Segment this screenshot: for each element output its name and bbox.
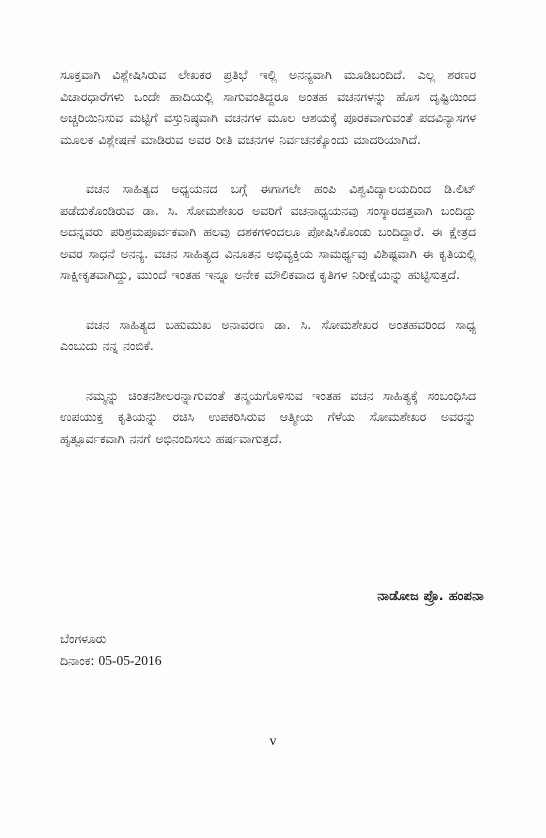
paragraph-1: ಸೂಕ್ತವಾಗಿ ವಿಶ್ಲೇಷಿಸಿರುವ ಲೇಖಕರ ಪ್ರತಿಭೆ ಇಲ್ಲಿ ಅನನ್ಯವಾಗಿ ಮೂಡಿಬಂದಿದೆ. ಎಲ್ಲ ಶರಣರ ವಿಚಾರಧಾರೆಗಳು ಒಂದೇ ಹಾದಿಯಲ್ಲಿ ಸಾಗುವಂತಿದ್ದರೂ ಅಂತಹ ವಚನಗಳನ್ನು ಹೊಸ ದೃಷ್ಟಿಯಿಂದ ಅಚ್ಚರಿಯಿನಿಸುವ ಮಟ್ಟಿಗೆ ವಸ್ತುನಿಷ್ಠವಾಗಿ ವಚನಗಳ ಮೂಲ ಆಶಯಕ್ಕೆ ಪೂರಕವಾಗುವಂತೆ ಪದವಿನ್ಯಾಸಗಳ ಮೂಲಕ ವಿಶ್ಲೇಷಣೆ ಮಾಡಿರುವ ಅವರ ರೀತಿ ವಚನಗಳ ನಿರ್ವಚನಕ್ಕೊಂದು ಮಾದರಿಯಾಗಿದೆ. bbox=[60, 67, 476, 147]
date-line bbox=[60, 650, 162, 672]
paragraph-3: ವಚನ ಸಾಹಿತ್ಯದ ಬಹುಮುಖ ಅನಾವರಣ ಡಾ. ಸಿ. ಸೋಮಶೇಖರ ಅಂತಹವರಿಂದ ಸಾಧ್ಯ ಎಂಬುದು ನನ್ನ ನಂಬಿಕೆ. bbox=[60, 316, 476, 353]
signature-name: ನಾಡೋಜ ಪ್ರೊ. ಹಂಪನಾ bbox=[377, 589, 484, 604]
date-label: ದಿನಾಂಕ: bbox=[60, 653, 95, 668]
paragraph-2: ವಚನ ಸಾಹಿತ್ಯದ ಅಧ್ಯಯನದ ಬಗ್ಗೆ ಈಗಾಗಲೇ ಹಂಪಿ ವಿಶ್ವವಿದ್ಯಾಲಯದಿಂದ ಡಿ.ಲಿಟ್ ಪಡೆದುಕೊಂಡಿರುವ ಡಾ. ಸಿ. ಸೋಮಶೇಖರ ಅವರಿಗೆ ವಚನಾಧ್ಯಯನವು ಸಂಸ್ಕಾರದತ್ತವಾಗಿ ಬಂದಿದ್ದು ಅದನ್ನವರು ಪರಿಶ್ರಮಪೂರ್ವಕವಾಗಿ ಹಲವು ದಶಕಗಳಿಂದಲೂ ಪೋಷಿಸಿಕೊಂಡು ಬಂದಿದ್ದಾರೆ. ಈ ಕ್ಷೇತ್ರದ ಅವರ ಸಾಧನೆ ಅನನ್ಯ. ವಚನ ಸಾಹಿತ್ಯದ ವಿನೂತನ ಅಭಿವ್ಯಕ್ತಿಯ ಸಾಮರ್ಥ್ಯವು ವಿಶಿಷ್ಟವಾಗಿ ಈ ಕೃತಿಯಲ್ಲಿ ಸಾಕ್ಷೀಕೃತವಾಗಿದ್ದು, ಮುಂದೆ ಇಂತಹ ಇನ್ನೂ ಅನೇಕ ಮೌಲಿಕವಾದ ಕೃತಿಗಳ ನಿರೀಕ್ಷೆಯನ್ನು ಹುಟ್ಟಿಸುತ್ತದೆ. bbox=[60, 181, 476, 282]
place-name: ಬೆಂಗಳೂರು bbox=[60, 631, 107, 646]
page-number: v bbox=[269, 734, 277, 749]
date-value: 05-05-2016 bbox=[98, 653, 162, 668]
paragraph-4: ನಮ್ಮನ್ನು ಚಿಂತನಶೀಲರನ್ನಾಗುವಂತೆ ತನ್ಮಯಗೊಳಿಸುವ ಇಂತಹ ವಚನ ಸಾಹಿತ್ಯಕ್ಕೆ ಸಂಬಂಧಿಸಿದ ಉಪಯುಕ್ತ ಕೃತಿಯನ್ನು ರಚಿಸಿ ಉಪಕರಿಸಿರುವ ಆತ್ಮೀಯ ಗೆಳೆಯ ಸೋಮಶೇಖರ ಅವರನ್ನು ಹೃತ್ಪೂರ್ವಕವಾಗಿ ನನಗೆ ಅಭಿನಂದಿಸಲು ಹರ್ಷವಾಗುತ್ತದೆ. bbox=[60, 387, 476, 446]
document-body bbox=[60, 64, 476, 477]
